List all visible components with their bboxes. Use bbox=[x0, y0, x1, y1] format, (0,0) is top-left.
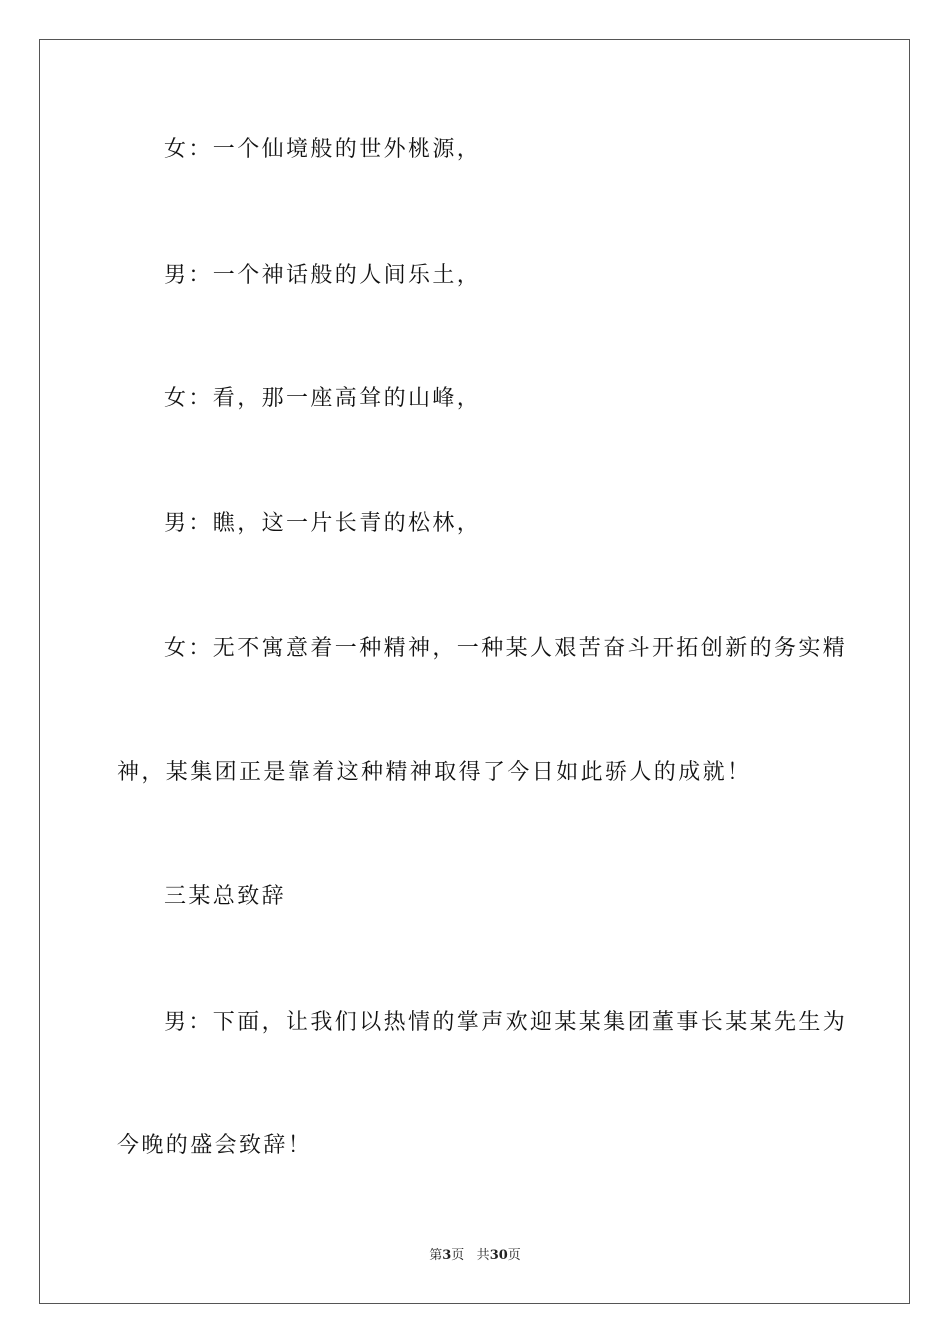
total-pages: 30 bbox=[489, 1248, 508, 1263]
dialogue-line-continuation: 神，某集团正是靠着这种精神取得了今日如此骄人的成就！ bbox=[117, 760, 752, 785]
dialogue-line-continuation: 今晚的盛会致辞！ bbox=[117, 1133, 313, 1158]
total-suffix: 页 bbox=[507, 1248, 521, 1263]
page-number: 3 bbox=[442, 1248, 452, 1263]
page-prefix: 第 bbox=[429, 1248, 443, 1263]
total-prefix: 共 bbox=[476, 1248, 490, 1263]
page-footer bbox=[0, 1248, 950, 1264]
dialogue-line: 男：瞧，这一片长青的松林， bbox=[164, 511, 482, 536]
dialogue-line: 女：一个仙境般的世外桃源， bbox=[164, 137, 482, 162]
section-heading: 三某总致辞 bbox=[164, 884, 287, 909]
dialogue-line: 女：无不寓意着一种精神，一种某人艰苦奋斗开拓创新的务实精 bbox=[164, 636, 848, 661]
dialogue-line: 男：一个神话般的人间乐土， bbox=[164, 263, 482, 288]
page-border bbox=[39, 39, 910, 1304]
page-suffix: 页 bbox=[451, 1248, 465, 1263]
dialogue-line: 女：看，那一座高耸的山峰， bbox=[164, 386, 482, 411]
dialogue-line: 男：下面，让我们以热情的掌声欢迎某某集团董事长某某先生为 bbox=[164, 1010, 848, 1035]
